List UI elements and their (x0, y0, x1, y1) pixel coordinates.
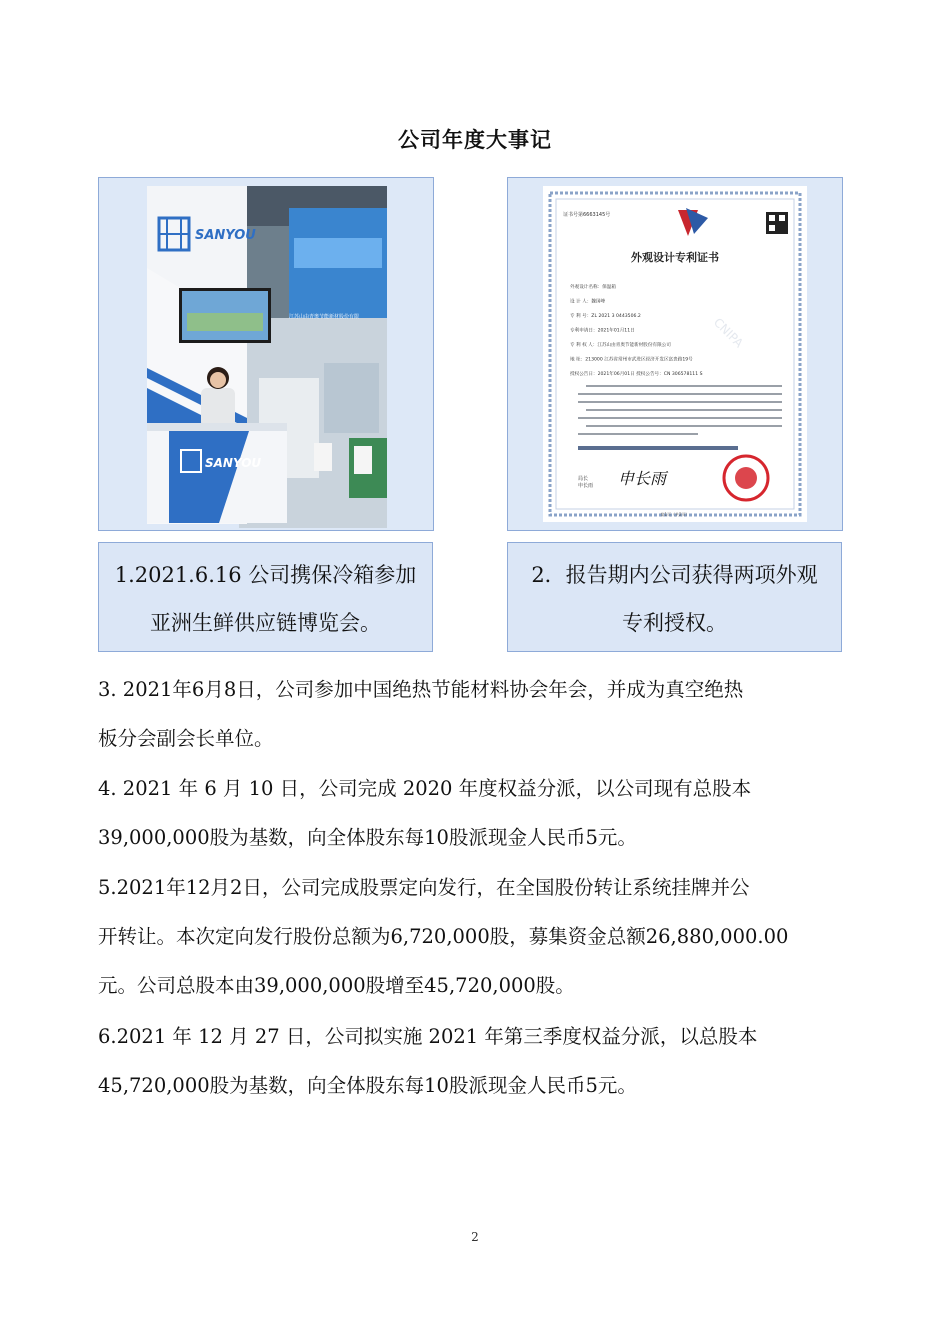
expo-photo-frame (98, 177, 434, 531)
cert-row: 设 计 人：魏国峰 (570, 299, 606, 305)
event-item-3 (98, 665, 852, 763)
event-item-5-line3: 元。公司总股本由39,000,000股增至45,720,000股。 (98, 974, 575, 997)
cert-row: 专利申请日：2021年01月11日 (570, 328, 635, 334)
desk-logo-text: SANYOU (205, 456, 262, 470)
cert-row: 外观设计名称：保温箱 (570, 285, 616, 290)
page-title: 公司年度大事记 (398, 128, 552, 152)
cert-page-foot: 第1页（共2页） (660, 512, 690, 517)
page-number: 2 (471, 1230, 479, 1244)
cert-number: 证书号第6663145号 (563, 212, 611, 218)
event-item-6-line2: 45,720,000股为基数，向全体股东每10股派现金人民币5元。 (98, 1074, 637, 1097)
caption-expo-line1: 1.2021.6.16 公司携保冷箱参加 (114, 563, 417, 587)
cert-row: 地 址：213000 江苏省常州市武进区经济开发区富贵路19号 (570, 357, 693, 363)
expo-booth-photo (99, 178, 433, 530)
director-signature: 申长雨 (618, 469, 667, 488)
cert-row: 授权公告日：2021年06月01日 授权公告号：CN 306578111 S (570, 372, 703, 377)
caption-patent-line2: 专利授权。 (622, 611, 727, 635)
event-item-5 (98, 863, 852, 1010)
event-item-5-line2: 开转让。本次定向发行股份总额为6,720,000股，募集资金总额26,880,000.00 (98, 925, 789, 948)
signer-name: 申长雨 (578, 483, 594, 489)
event-item-4-line1: 4. 2021 年 6 月 10 日，公司完成 2020 年度权益分派，以公司现有总股本 (98, 777, 752, 800)
booth-logo-text: SANYOU (195, 228, 256, 243)
event-item-4 (98, 764, 852, 862)
event-item-3-line2: 板分会副会长单位。 (98, 727, 274, 750)
caption-patent-line1: 2．报告期内公司获得两项外观 (531, 563, 818, 587)
cert-title: 外观设计专利证书 (631, 251, 719, 264)
signer-label: 局长 (578, 476, 589, 482)
event-item-4-line2: 39,000,000股为基数，向全体股东每10股派现金人民币5元。 (98, 826, 637, 849)
caption-patent (507, 542, 842, 652)
caption-expo-line2: 亚洲生鲜供应链博览会。 (150, 611, 381, 635)
event-item-3-line1: 3. 2021年6月8日，公司参加中国绝热节能材料协会年会，并成为真空绝热 (98, 678, 744, 701)
caption-expo (98, 542, 433, 652)
patent-photo-frame (507, 177, 843, 531)
cert-row: 专 利 权 人：江苏山由青奥节能新材股份有限公司 (570, 343, 671, 348)
event-item-5-line1: 5.2021年12月2日，公司完成股票定向发行，在全国股份转让系统挂牌并公 (98, 876, 750, 899)
patent-certificate-image (508, 178, 842, 530)
booth-banner-text: 江苏山由青奥节能新材股份有限 (289, 314, 360, 320)
cert-row: 专 利 号：ZL 2021 3 0443506.2 (570, 314, 641, 319)
event-item-6-line1: 6.2021 年 12 月 27 日，公司拟实施 2021 年第三季度权益分派，以总股本 (98, 1025, 758, 1048)
event-item-6 (98, 1012, 852, 1110)
cert-watermark: CNIPA (710, 315, 746, 351)
